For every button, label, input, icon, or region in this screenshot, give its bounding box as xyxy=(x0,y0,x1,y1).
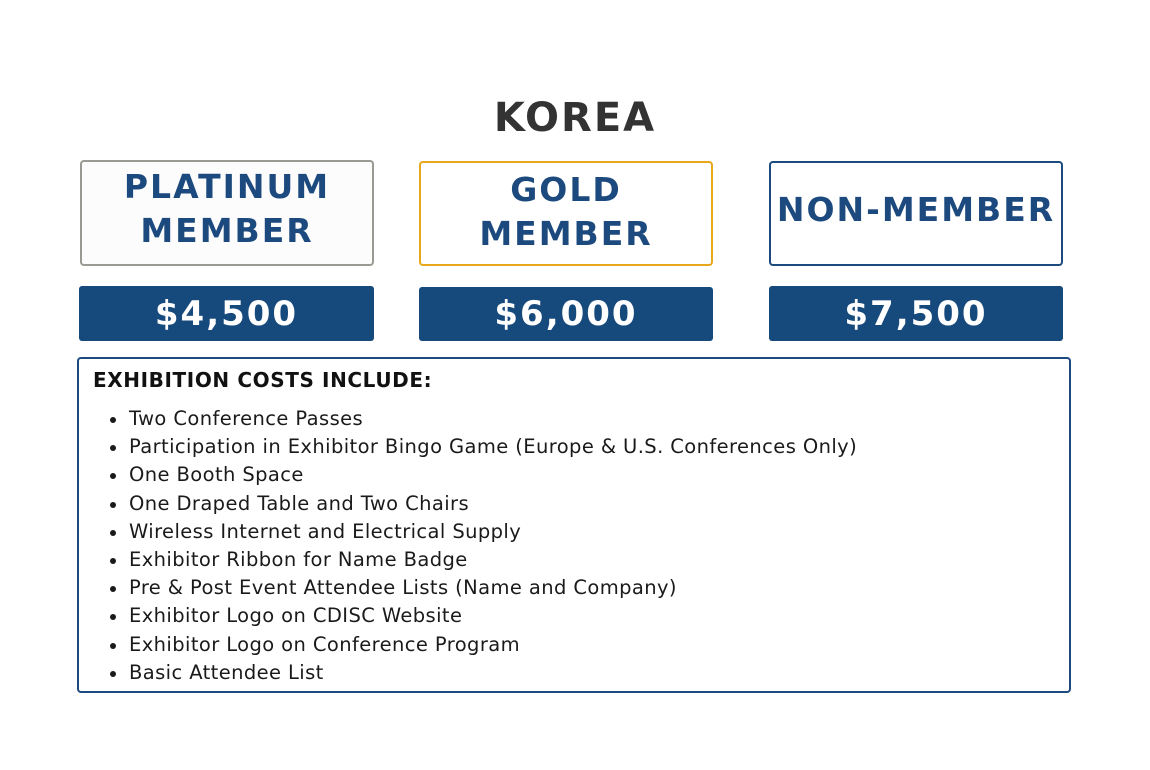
bullet-icon xyxy=(110,558,116,564)
list-item-text: Basic Attendee List xyxy=(129,660,324,684)
list-item-text: One Draped Table and Two Chairs xyxy=(129,491,470,515)
bullet-icon xyxy=(110,586,116,592)
price-gold: $6,000 xyxy=(419,287,713,341)
tier-platinum-label-line1: PLATINUM xyxy=(123,167,331,206)
list-item xyxy=(109,659,857,687)
exhibition-costs-heading: EXHIBITION COSTS INCLUDE: xyxy=(93,368,433,392)
list-item xyxy=(109,405,857,433)
price-non-member: $7,500 xyxy=(769,286,1063,341)
bullet-icon xyxy=(110,671,116,677)
list-item xyxy=(109,490,857,518)
tier-non-member-card xyxy=(769,161,1063,266)
list-item-text: Exhibitor Logo on CDISC Website xyxy=(129,604,463,628)
list-item-text: Exhibitor Logo on Conference Program xyxy=(129,632,520,656)
bullet-icon xyxy=(110,643,116,649)
bullet-icon xyxy=(110,417,116,423)
list-item-text: Wireless Internet and Electrical Supply xyxy=(129,519,522,543)
bullet-icon xyxy=(110,473,116,479)
list-item-text: Participation in Exhibitor Bingo Game (Europe & U.S. Conferences Only) xyxy=(129,435,858,459)
tier-gold-card xyxy=(419,161,713,266)
bullet-icon xyxy=(110,445,116,451)
list-item xyxy=(109,546,857,574)
tier-non-member-label: NON-MEMBER xyxy=(776,189,1056,229)
bullet-icon xyxy=(110,502,116,508)
page-title: KOREA xyxy=(493,95,657,141)
exhibition-costs-panel xyxy=(77,357,1071,693)
list-item xyxy=(109,433,857,461)
list-item-text: Two Conference Passes xyxy=(129,407,364,430)
list-item xyxy=(109,631,857,659)
list-item-text: Exhibitor Ribbon for Name Badge xyxy=(129,548,468,572)
list-item xyxy=(109,574,857,602)
exhibition-costs-list xyxy=(109,405,857,687)
list-item xyxy=(109,602,857,630)
tier-gold-label xyxy=(479,168,652,256)
tier-gold-label-line1: GOLD xyxy=(510,169,622,209)
tier-gold-label-line2: MEMBER xyxy=(479,213,653,253)
price-platinum: $4,500 xyxy=(79,286,374,341)
bullet-icon xyxy=(110,530,116,536)
tier-platinum-label xyxy=(124,165,330,253)
list-item xyxy=(109,518,857,546)
tier-platinum-label-line2: MEMBER xyxy=(140,211,314,250)
bullet-icon xyxy=(110,614,116,620)
list-item xyxy=(109,461,857,489)
tier-platinum-card xyxy=(80,160,374,266)
list-item-text: One Booth Space xyxy=(129,463,304,487)
list-item-text: Pre & Post Event Attendee Lists (Name and Company) xyxy=(129,576,677,600)
